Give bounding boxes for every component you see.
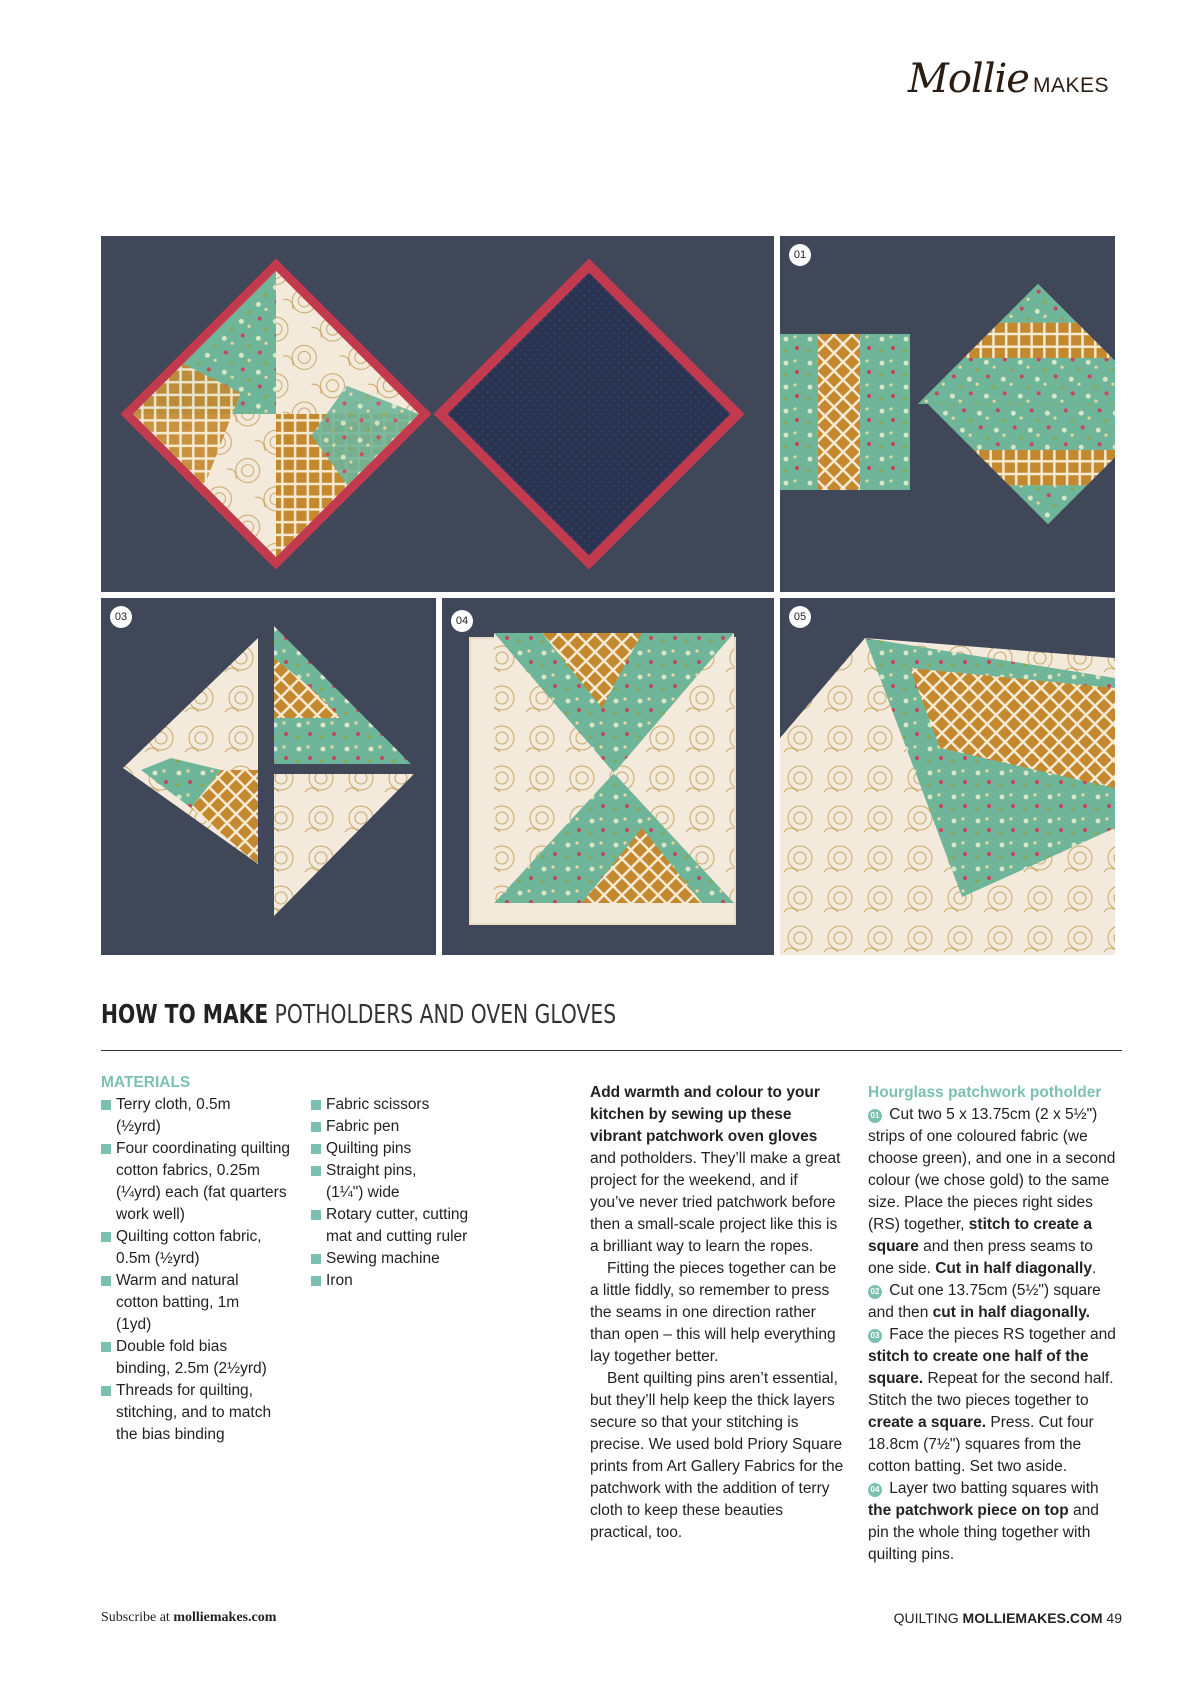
- step-2-text: Cut one 13.75cm (5½") square and then: [868, 1282, 1101, 1321]
- intro-lead: Add warmth and colour to your kitchen by sewing up these vibrant patchwork oven gloves: [590, 1084, 820, 1145]
- step-2-bold: cut in half diagonally.: [932, 1304, 1090, 1321]
- footer-section: QUILTING: [893, 1610, 963, 1626]
- step-number-icon: 01: [868, 1109, 882, 1123]
- materials-column-2: [311, 1094, 496, 1292]
- step-3-bold: stitch to create one half of the square.: [868, 1348, 1089, 1387]
- instructions-title: Hourglass patchwork potholder: [868, 1084, 1102, 1101]
- materials-column-1: [101, 1072, 301, 1446]
- step-3-text: Face the pieces RS together and: [885, 1326, 1116, 1343]
- list-item: Threads for quilting, stitching, and to match the bias binding: [101, 1380, 291, 1446]
- step-number-icon: 04: [868, 1483, 882, 1497]
- instructions-column: [868, 1082, 1123, 1566]
- step-number-icon: 03: [868, 1329, 882, 1343]
- list-item: Straight pins, (1¼") wide: [311, 1160, 446, 1204]
- footer-page-info: [894, 1610, 1122, 1626]
- step-1-text-2: and then press seams to one side.: [868, 1238, 1093, 1277]
- footer-site-link[interactable]: MOLLIEMAKES.COM: [962, 1610, 1103, 1626]
- intro-lead-rest: and potholders. They’ll make a great project for the weekend, and if you’ve never tried patchwork before then a small-scale project like this is a brilliant way to learn the ropes.: [590, 1150, 841, 1255]
- step-1: [868, 1104, 1123, 1280]
- step-4-text: Layer two batting squares with: [885, 1480, 1099, 1497]
- step-4: [868, 1478, 1123, 1566]
- list-item: Double fold bias binding, 2.5m (2½yrd): [101, 1336, 281, 1380]
- list-item: Fabric scissors: [311, 1094, 496, 1116]
- heading-light: POTHOLDERS AND OVEN GLOVES: [274, 1000, 617, 1030]
- intro-paragraph-1: [590, 1082, 845, 1258]
- list-item: Quilting pins: [311, 1138, 496, 1160]
- intro-paragraph-3: Bent quilting pins aren’t essential, but they’ll help keep the thick layers secure so that your stitching is precise. We used bold Priory Square prints from Art Gallery Fabrics for the patchwork with the addition of terry cloth to keep these beauties practical, too.: [590, 1370, 844, 1541]
- footer-subscribe-link[interactable]: molliemakes.com: [173, 1610, 277, 1625]
- step-1-bold: stitch to create a square: [868, 1216, 1092, 1255]
- step-1-text: Cut two 5 x 13.75cm (2 x 5½") strips of one coloured fabric (we choose green), and one in a second colour (we chose gold) to the same size. Place the pieces right sides (RS) together,: [868, 1106, 1116, 1233]
- section-heading: [101, 1000, 616, 1030]
- list-item: Sewing machine: [311, 1248, 496, 1270]
- page-number: 49: [1102, 1610, 1122, 1626]
- logo-script: Mollie: [907, 56, 1029, 102]
- list-item: Fabric pen: [311, 1116, 496, 1138]
- materials-list-2: [311, 1094, 496, 1292]
- list-item: Terry cloth, 0.5m (½yrd): [101, 1094, 236, 1138]
- photo-step-04: [442, 598, 774, 955]
- list-item: Warm and natural cotton batting, 1m (1yd): [101, 1270, 276, 1336]
- step-badge-01: 01: [789, 244, 811, 266]
- list-item: Four coordinating quilting cotton fabrics, 0.25m (¼yrd) each (fat quarters work well): [101, 1138, 301, 1226]
- materials-list-1: [101, 1094, 301, 1446]
- step-3-text-3: Press. Cut four 18.8cm (7½") squares from the cotton batting. Set two aside.: [868, 1414, 1094, 1475]
- step-number-icon: 02: [868, 1285, 882, 1299]
- photo-step-05: [780, 598, 1115, 955]
- footer-subscribe-prefix: Subscribe at: [101, 1610, 174, 1625]
- heading-divider: [101, 1050, 1122, 1051]
- heading-bold: HOW TO MAKE: [101, 1000, 269, 1030]
- photo-step-03: [101, 598, 436, 955]
- list-item: Iron: [311, 1270, 496, 1292]
- intro-column: [590, 1082, 845, 1544]
- list-item: Rotary cutter, cutting mat and cutting ruler: [311, 1204, 496, 1248]
- photo-finished-potholders: [101, 236, 774, 592]
- footer-subscribe: [101, 1610, 276, 1626]
- step-1-end: .: [1091, 1260, 1097, 1277]
- materials-title: MATERIALS: [101, 1074, 191, 1091]
- step-2: [868, 1280, 1123, 1324]
- list-item: Quilting cotton fabric, 0.5m (½yrd): [101, 1226, 291, 1270]
- step-badge-03: 03: [110, 606, 132, 628]
- magazine-logo: [908, 56, 1109, 102]
- step-badge-04: 04: [451, 610, 473, 632]
- step-3-text-2: Repeat for the second half. Stitch the two pieces together to: [868, 1370, 1114, 1409]
- photo-step-01: [780, 236, 1115, 592]
- step-4-bold: the patchwork piece on top: [868, 1502, 1069, 1519]
- step-1-bold-2: Cut in half diagonally: [935, 1260, 1092, 1277]
- step-4-text-2: and pin the whole thing together with quilting pins.: [868, 1502, 1099, 1563]
- step-badge-05: 05: [789, 606, 811, 628]
- step-3: [868, 1324, 1123, 1478]
- step-3-bold-2: create a square.: [868, 1414, 987, 1431]
- intro-paragraph-2: Fitting the pieces together can be a little fiddly, so remember to press the seams in one direction rather than open – this will help everything lay together better.: [590, 1260, 837, 1365]
- logo-makes: MAKES: [1032, 74, 1109, 97]
